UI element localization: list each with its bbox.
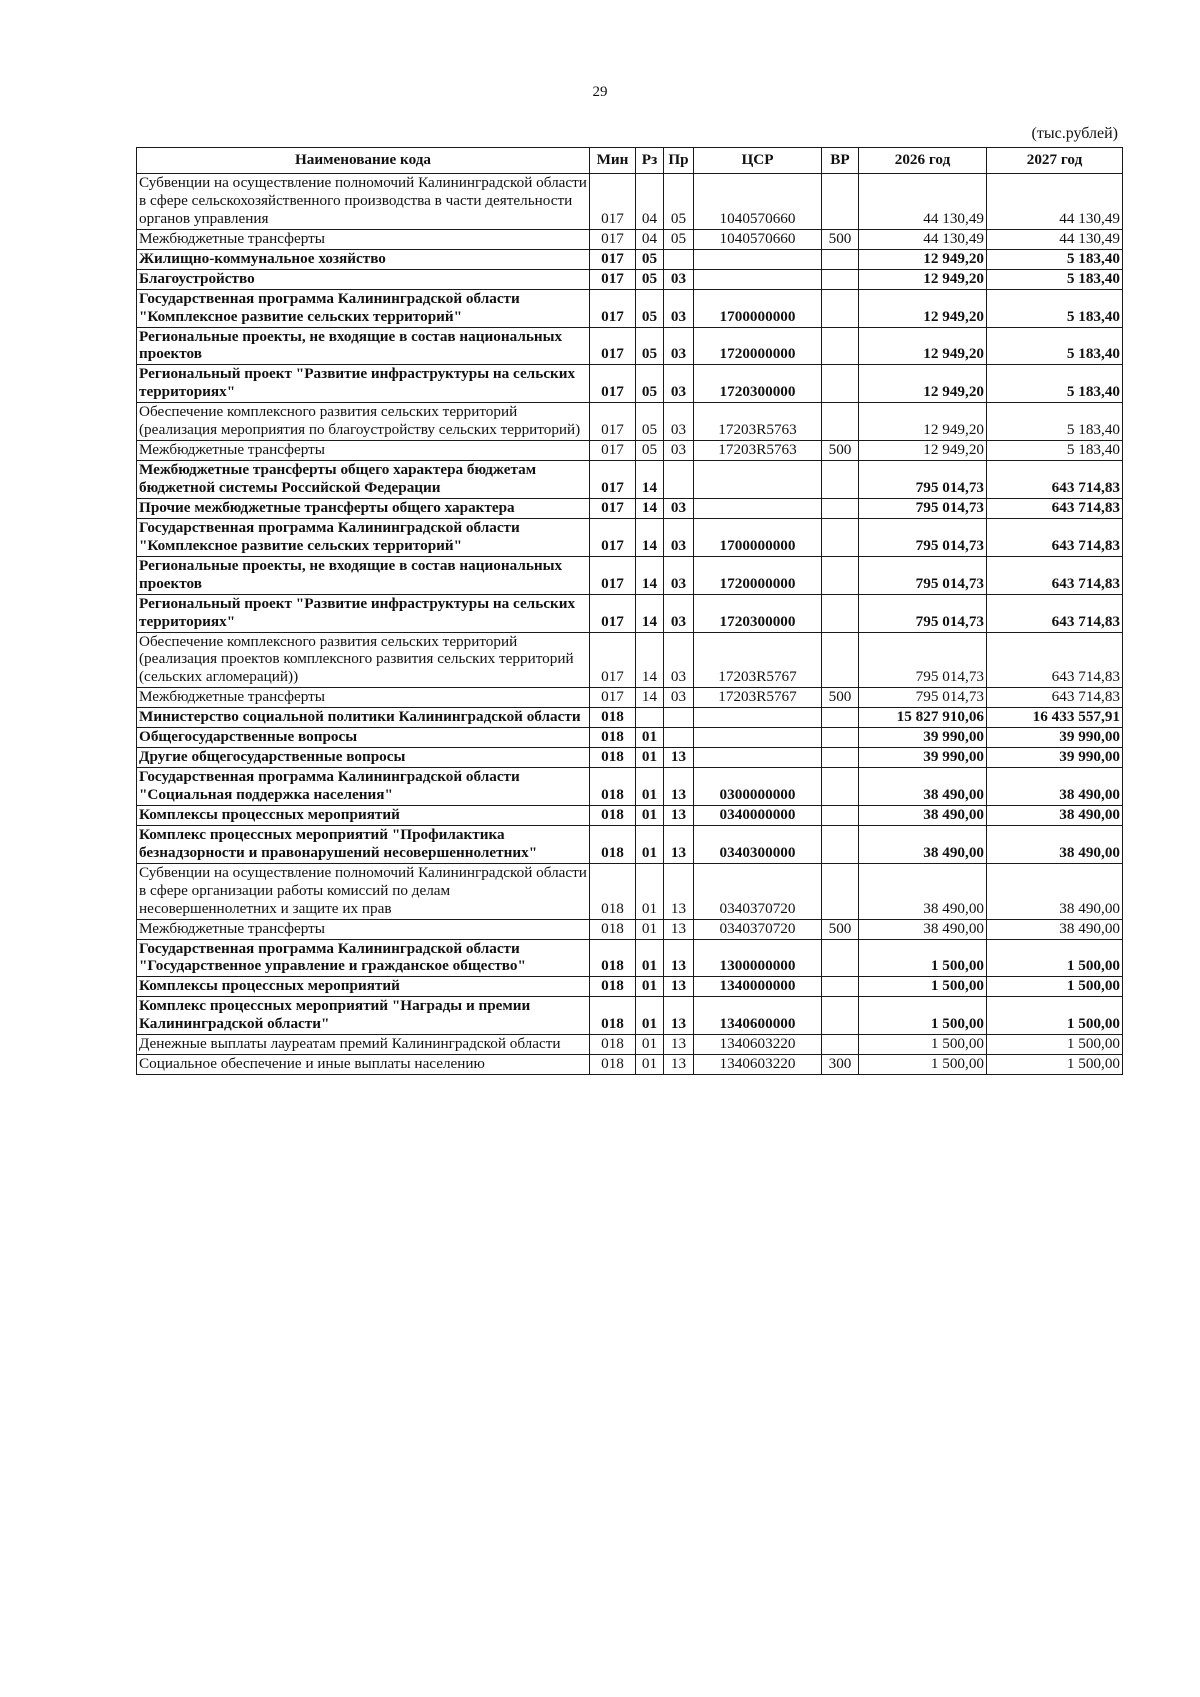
cell-min: 017 xyxy=(590,249,636,269)
cell-vr: 500 xyxy=(822,688,859,708)
cell-min: 018 xyxy=(590,939,636,977)
cell-min: 017 xyxy=(590,594,636,632)
cell-name: Межбюджетные трансферты xyxy=(137,919,590,939)
cell-name: Субвенции на осуществление полномочий Калининградской области в сфере организации работы комиссий по делам несовершеннолетних и защите их прав xyxy=(137,863,590,919)
cell-2027: 1 500,00 xyxy=(987,1055,1123,1075)
cell-pr: 13 xyxy=(664,1035,694,1055)
cell-2026: 44 130,49 xyxy=(859,229,987,249)
header-rz: Рз xyxy=(636,148,664,174)
cell-csr xyxy=(694,498,822,518)
cell-pr: 03 xyxy=(664,365,694,403)
cell-2026: 12 949,20 xyxy=(859,365,987,403)
table-row xyxy=(137,632,1123,688)
cell-2026: 795 014,73 xyxy=(859,556,987,594)
cell-pr: 13 xyxy=(664,768,694,806)
cell-vr xyxy=(822,269,859,289)
cell-2026: 12 949,20 xyxy=(859,249,987,269)
table-row xyxy=(137,289,1123,327)
cell-csr: 1720000000 xyxy=(694,556,822,594)
cell-rz: 05 xyxy=(636,249,664,269)
cell-name: Субвенции на осуществление полномочий Калининградской области в сфере сельскохозяйственного производства в части деятельности органов управления xyxy=(137,174,590,230)
cell-2026: 12 949,20 xyxy=(859,289,987,327)
table-row xyxy=(137,919,1123,939)
cell-2026: 12 949,20 xyxy=(859,327,987,365)
cell-pr: 13 xyxy=(664,825,694,863)
header-2027: 2027 год xyxy=(987,148,1123,174)
cell-name: Комплекс процессных мероприятий "Профилактика безнадзорности и правонарушений несовершеннолетних" xyxy=(137,825,590,863)
cell-2026: 1 500,00 xyxy=(859,1055,987,1075)
cell-min: 017 xyxy=(590,518,636,556)
cell-rz: 01 xyxy=(636,768,664,806)
table-row xyxy=(137,229,1123,249)
cell-name: Министерство социальной политики Калининградской области xyxy=(137,708,590,728)
cell-min: 017 xyxy=(590,441,636,461)
cell-vr xyxy=(822,594,859,632)
cell-min: 017 xyxy=(590,688,636,708)
cell-pr xyxy=(664,728,694,748)
cell-min: 017 xyxy=(590,498,636,518)
cell-csr: 17203R5767 xyxy=(694,688,822,708)
cell-2027: 38 490,00 xyxy=(987,863,1123,919)
cell-2027: 5 183,40 xyxy=(987,403,1123,441)
cell-csr: 0300000000 xyxy=(694,768,822,806)
cell-min: 018 xyxy=(590,708,636,728)
cell-2027: 39 990,00 xyxy=(987,748,1123,768)
cell-2027: 5 183,40 xyxy=(987,441,1123,461)
cell-2026: 795 014,73 xyxy=(859,688,987,708)
cell-2026: 1 500,00 xyxy=(859,997,987,1035)
cell-rz: 01 xyxy=(636,805,664,825)
cell-vr: 300 xyxy=(822,1055,859,1075)
cell-pr: 03 xyxy=(664,556,694,594)
cell-pr: 03 xyxy=(664,327,694,365)
table-row xyxy=(137,977,1123,997)
cell-pr: 13 xyxy=(664,805,694,825)
cell-rz: 01 xyxy=(636,825,664,863)
cell-csr: 1040570660 xyxy=(694,229,822,249)
table-row xyxy=(137,441,1123,461)
cell-csr: 1340603220 xyxy=(694,1055,822,1075)
cell-2027: 38 490,00 xyxy=(987,805,1123,825)
header-vr: ВР xyxy=(822,148,859,174)
cell-name: Государственная программа Калининградской области "Комплексное развитие сельских территорий" xyxy=(137,289,590,327)
cell-2027: 643 714,83 xyxy=(987,461,1123,499)
cell-2027: 643 714,83 xyxy=(987,518,1123,556)
cell-2026: 38 490,00 xyxy=(859,805,987,825)
cell-name: Другие общегосударственные вопросы xyxy=(137,748,590,768)
cell-2027: 1 500,00 xyxy=(987,939,1123,977)
cell-min: 017 xyxy=(590,403,636,441)
cell-2027: 5 183,40 xyxy=(987,249,1123,269)
cell-csr: 0340000000 xyxy=(694,805,822,825)
cell-2027: 5 183,40 xyxy=(987,327,1123,365)
cell-name: Региональный проект "Развитие инфраструктуры на сельских территориях" xyxy=(137,365,590,403)
cell-pr: 13 xyxy=(664,1055,694,1075)
table-header-row xyxy=(137,148,1123,174)
cell-rz: 14 xyxy=(636,632,664,688)
cell-min: 017 xyxy=(590,461,636,499)
cell-rz: 14 xyxy=(636,461,664,499)
cell-name: Межбюджетные трансферты xyxy=(137,229,590,249)
cell-2026: 795 014,73 xyxy=(859,461,987,499)
cell-name: Комплексы процессных мероприятий xyxy=(137,977,590,997)
cell-2027: 38 490,00 xyxy=(987,825,1123,863)
cell-pr: 13 xyxy=(664,939,694,977)
cell-2026: 38 490,00 xyxy=(859,825,987,863)
cell-name: Благоустройство xyxy=(137,269,590,289)
cell-pr: 03 xyxy=(664,632,694,688)
cell-name: Межбюджетные трансферты общего характера бюджетам бюджетной системы Российской Федерации xyxy=(137,461,590,499)
cell-2026: 38 490,00 xyxy=(859,863,987,919)
cell-vr xyxy=(822,249,859,269)
cell-csr: 1340000000 xyxy=(694,977,822,997)
cell-2026: 12 949,20 xyxy=(859,441,987,461)
cell-csr xyxy=(694,461,822,499)
cell-pr: 13 xyxy=(664,977,694,997)
cell-vr xyxy=(822,939,859,977)
table-row xyxy=(137,863,1123,919)
header-2026: 2026 год xyxy=(859,148,987,174)
cell-2027: 5 183,40 xyxy=(987,269,1123,289)
cell-pr: 03 xyxy=(664,403,694,441)
cell-rz: 01 xyxy=(636,1035,664,1055)
cell-pr: 13 xyxy=(664,919,694,939)
cell-csr: 1300000000 xyxy=(694,939,822,977)
table-body xyxy=(137,174,1123,1075)
cell-min: 017 xyxy=(590,289,636,327)
cell-name: Комплекс процессных мероприятий "Награды и премии Калининградской области" xyxy=(137,997,590,1035)
cell-rz: 05 xyxy=(636,365,664,403)
cell-pr: 03 xyxy=(664,289,694,327)
cell-vr xyxy=(822,825,859,863)
cell-min: 018 xyxy=(590,1035,636,1055)
cell-csr: 0340300000 xyxy=(694,825,822,863)
cell-vr xyxy=(822,728,859,748)
table-row xyxy=(137,997,1123,1035)
table-row xyxy=(137,1035,1123,1055)
cell-name: Межбюджетные трансферты xyxy=(137,688,590,708)
cell-name: Общегосударственные вопросы xyxy=(137,728,590,748)
table-row xyxy=(137,1055,1123,1075)
table-row xyxy=(137,556,1123,594)
cell-rz: 05 xyxy=(636,441,664,461)
cell-2026: 795 014,73 xyxy=(859,518,987,556)
cell-rz: 14 xyxy=(636,688,664,708)
cell-2026: 44 130,49 xyxy=(859,174,987,230)
cell-vr xyxy=(822,518,859,556)
cell-csr: 1340600000 xyxy=(694,997,822,1035)
cell-2027: 16 433 557,91 xyxy=(987,708,1123,728)
cell-min: 018 xyxy=(590,825,636,863)
cell-min: 018 xyxy=(590,805,636,825)
cell-name: Государственная программа Калининградской области "Государственное управление и гражданское общество" xyxy=(137,939,590,977)
cell-2027: 643 714,83 xyxy=(987,594,1123,632)
cell-vr xyxy=(822,805,859,825)
cell-rz: 01 xyxy=(636,863,664,919)
cell-rz: 01 xyxy=(636,997,664,1035)
cell-2027: 44 130,49 xyxy=(987,174,1123,230)
cell-min: 017 xyxy=(590,269,636,289)
table-row xyxy=(137,939,1123,977)
cell-2026: 38 490,00 xyxy=(859,919,987,939)
cell-min: 017 xyxy=(590,174,636,230)
table-row xyxy=(137,498,1123,518)
cell-name: Прочие межбюджетные трансферты общего характера xyxy=(137,498,590,518)
cell-rz: 04 xyxy=(636,174,664,230)
cell-pr xyxy=(664,708,694,728)
cell-2027: 643 714,83 xyxy=(987,688,1123,708)
cell-csr: 1720000000 xyxy=(694,327,822,365)
cell-2026: 795 014,73 xyxy=(859,594,987,632)
cell-2026: 1 500,00 xyxy=(859,1035,987,1055)
cell-rz: 05 xyxy=(636,269,664,289)
cell-vr: 500 xyxy=(822,919,859,939)
cell-vr xyxy=(822,863,859,919)
cell-pr: 03 xyxy=(664,269,694,289)
cell-min: 018 xyxy=(590,1055,636,1075)
cell-name: Региональные проекты, не входящие в состав национальных проектов xyxy=(137,327,590,365)
cell-2027: 38 490,00 xyxy=(987,919,1123,939)
table-row xyxy=(137,249,1123,269)
table-row xyxy=(137,688,1123,708)
cell-pr xyxy=(664,249,694,269)
cell-rz: 01 xyxy=(636,1055,664,1075)
cell-csr: 17203R5767 xyxy=(694,632,822,688)
cell-2026: 15 827 910,06 xyxy=(859,708,987,728)
cell-2027: 44 130,49 xyxy=(987,229,1123,249)
cell-rz: 14 xyxy=(636,556,664,594)
cell-rz: 14 xyxy=(636,594,664,632)
cell-name: Социальное обеспечение и иные выплаты населению xyxy=(137,1055,590,1075)
cell-name: Государственная программа Калининградской области "Социальная поддержка населения" xyxy=(137,768,590,806)
cell-csr: 1340603220 xyxy=(694,1035,822,1055)
cell-min: 018 xyxy=(590,748,636,768)
table-row xyxy=(137,327,1123,365)
cell-2027: 643 714,83 xyxy=(987,556,1123,594)
cell-vr xyxy=(822,632,859,688)
cell-vr xyxy=(822,174,859,230)
cell-vr xyxy=(822,461,859,499)
cell-min: 017 xyxy=(590,229,636,249)
cell-csr: 17203R5763 xyxy=(694,441,822,461)
cell-pr: 13 xyxy=(664,997,694,1035)
cell-2027: 1 500,00 xyxy=(987,997,1123,1035)
cell-min: 018 xyxy=(590,997,636,1035)
cell-csr: 1700000000 xyxy=(694,289,822,327)
cell-name: Государственная программа Калининградской области "Комплексное развитие сельских территорий" xyxy=(137,518,590,556)
cell-rz: 14 xyxy=(636,518,664,556)
cell-min: 017 xyxy=(590,365,636,403)
cell-name: Межбюджетные трансферты xyxy=(137,441,590,461)
cell-name: Обеспечение комплексного развития сельских территорий (реализация мероприятия по благоустройству сельских территорий) xyxy=(137,403,590,441)
cell-name: Комплексы процессных мероприятий xyxy=(137,805,590,825)
cell-rz: 05 xyxy=(636,289,664,327)
cell-vr xyxy=(822,1035,859,1055)
table-row xyxy=(137,174,1123,230)
page-number: 29 xyxy=(592,84,608,100)
header-min: Мин xyxy=(590,148,636,174)
cell-pr xyxy=(664,461,694,499)
cell-csr: 17203R5763 xyxy=(694,403,822,441)
header-csr: ЦСР xyxy=(694,148,822,174)
cell-min: 018 xyxy=(590,977,636,997)
units-label: (тыс.рублей) xyxy=(1031,125,1118,142)
cell-2026: 795 014,73 xyxy=(859,632,987,688)
cell-2027: 39 990,00 xyxy=(987,728,1123,748)
cell-csr: 1720300000 xyxy=(694,365,822,403)
cell-pr: 03 xyxy=(664,518,694,556)
cell-min: 018 xyxy=(590,768,636,806)
cell-min: 018 xyxy=(590,728,636,748)
cell-rz: 01 xyxy=(636,919,664,939)
cell-pr: 03 xyxy=(664,594,694,632)
cell-csr: 0340370720 xyxy=(694,863,822,919)
cell-2026: 1 500,00 xyxy=(859,939,987,977)
cell-pr: 05 xyxy=(664,174,694,230)
cell-pr: 03 xyxy=(664,441,694,461)
cell-csr: 1700000000 xyxy=(694,518,822,556)
cell-vr: 500 xyxy=(822,441,859,461)
cell-rz xyxy=(636,708,664,728)
cell-vr xyxy=(822,365,859,403)
table-row xyxy=(137,365,1123,403)
table-row xyxy=(137,708,1123,728)
cell-vr xyxy=(822,708,859,728)
cell-2027: 1 500,00 xyxy=(987,977,1123,997)
cell-min: 018 xyxy=(590,919,636,939)
cell-2026: 12 949,20 xyxy=(859,269,987,289)
cell-vr xyxy=(822,403,859,441)
cell-vr xyxy=(822,498,859,518)
cell-csr xyxy=(694,748,822,768)
cell-2026: 38 490,00 xyxy=(859,768,987,806)
cell-2027: 643 714,83 xyxy=(987,632,1123,688)
cell-min: 017 xyxy=(590,327,636,365)
cell-pr: 05 xyxy=(664,229,694,249)
cell-pr: 13 xyxy=(664,863,694,919)
cell-pr: 03 xyxy=(664,498,694,518)
cell-name: Жилищно-коммунальное хозяйство xyxy=(137,249,590,269)
cell-rz: 05 xyxy=(636,327,664,365)
cell-rz: 01 xyxy=(636,939,664,977)
cell-csr xyxy=(694,249,822,269)
cell-rz: 04 xyxy=(636,229,664,249)
cell-2026: 39 990,00 xyxy=(859,748,987,768)
cell-min: 017 xyxy=(590,556,636,594)
cell-csr: 1720300000 xyxy=(694,594,822,632)
table-row xyxy=(137,748,1123,768)
cell-csr xyxy=(694,269,822,289)
table-row xyxy=(137,594,1123,632)
cell-pr: 13 xyxy=(664,748,694,768)
budget-table xyxy=(136,147,1123,1075)
table-row xyxy=(137,269,1123,289)
cell-csr: 1040570660 xyxy=(694,174,822,230)
header-pr: Пр xyxy=(664,148,694,174)
cell-vr xyxy=(822,327,859,365)
cell-vr xyxy=(822,977,859,997)
cell-name: Денежные выплаты лауреатам премий Калининградской области xyxy=(137,1035,590,1055)
cell-2026: 795 014,73 xyxy=(859,498,987,518)
cell-2027: 5 183,40 xyxy=(987,289,1123,327)
cell-csr xyxy=(694,708,822,728)
table-row xyxy=(137,825,1123,863)
cell-2026: 39 990,00 xyxy=(859,728,987,748)
cell-rz: 01 xyxy=(636,748,664,768)
table-row xyxy=(137,805,1123,825)
cell-vr xyxy=(822,768,859,806)
cell-2026: 1 500,00 xyxy=(859,977,987,997)
cell-vr xyxy=(822,997,859,1035)
table-row xyxy=(137,403,1123,441)
table-row xyxy=(137,768,1123,806)
cell-rz: 05 xyxy=(636,403,664,441)
cell-min: 017 xyxy=(590,632,636,688)
table-row xyxy=(137,728,1123,748)
cell-name: Обеспечение комплексного развития сельских территорий (реализация проектов комплексного развития сельских территорий (сельских агломераций)) xyxy=(137,632,590,688)
cell-2027: 5 183,40 xyxy=(987,365,1123,403)
table-row xyxy=(137,461,1123,499)
cell-2027: 1 500,00 xyxy=(987,1035,1123,1055)
cell-min: 018 xyxy=(590,863,636,919)
cell-vr xyxy=(822,748,859,768)
cell-vr xyxy=(822,556,859,594)
cell-name: Региональный проект "Развитие инфраструктуры на сельских территориях" xyxy=(137,594,590,632)
cell-pr: 03 xyxy=(664,688,694,708)
cell-2026: 12 949,20 xyxy=(859,403,987,441)
cell-rz: 14 xyxy=(636,498,664,518)
cell-name: Региональные проекты, не входящие в состав национальных проектов xyxy=(137,556,590,594)
cell-rz: 01 xyxy=(636,977,664,997)
cell-rz: 01 xyxy=(636,728,664,748)
cell-vr xyxy=(822,289,859,327)
cell-vr: 500 xyxy=(822,229,859,249)
cell-2027: 643 714,83 xyxy=(987,498,1123,518)
table-row xyxy=(137,518,1123,556)
cell-csr: 0340370720 xyxy=(694,919,822,939)
cell-2027: 38 490,00 xyxy=(987,768,1123,806)
cell-csr xyxy=(694,728,822,748)
header-name: Наименование кода xyxy=(137,148,590,174)
